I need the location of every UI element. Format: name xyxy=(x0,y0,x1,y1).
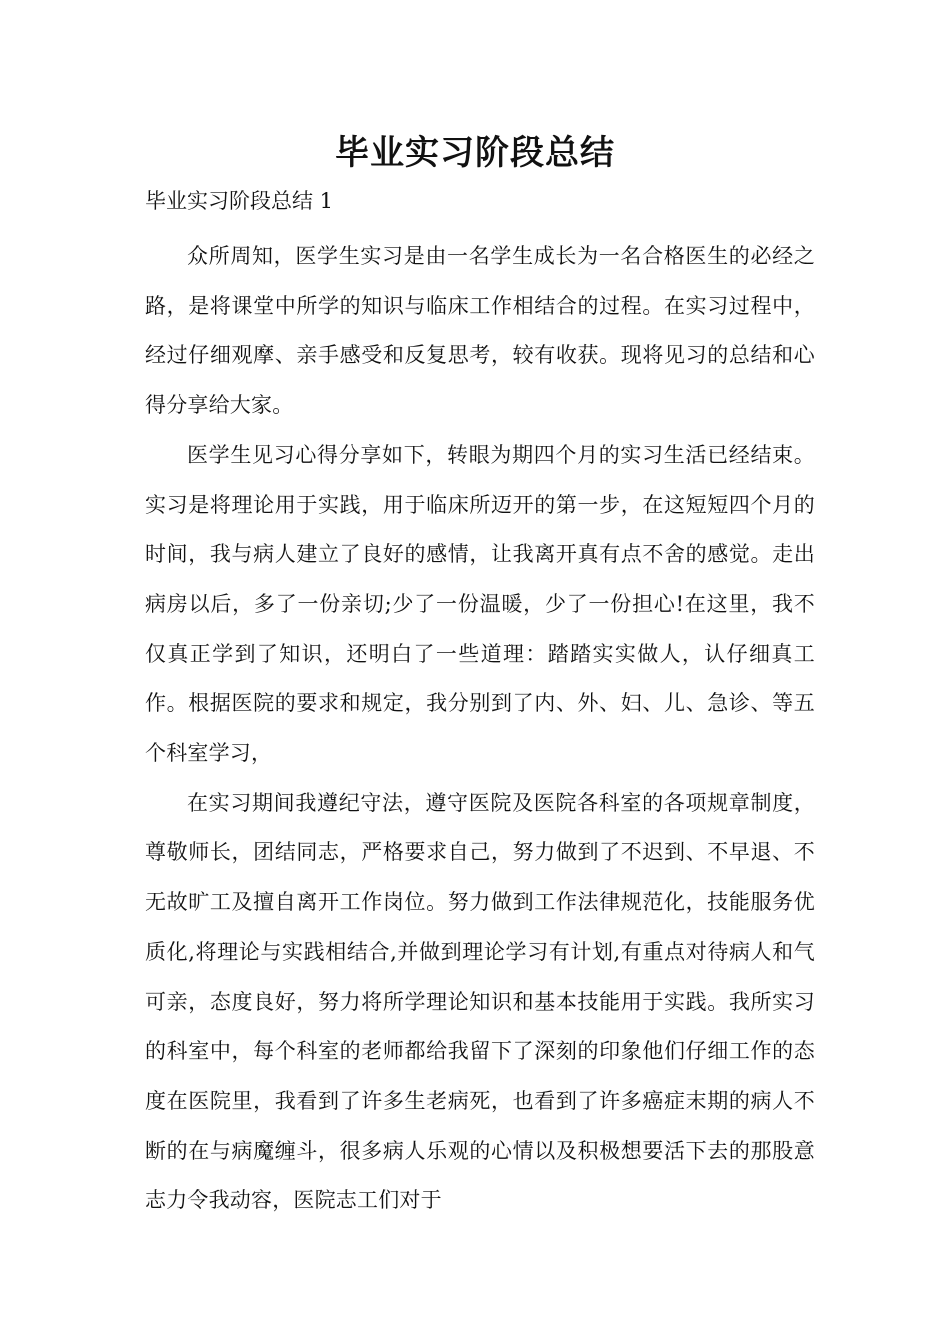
paragraph-discipline: 在实习期间我遵纪守法，遵守医院及医院各科室的各项规章制度，尊敬师长，团结同志，严格要求自己，努力做到了不迟到、不早退、不无故旷工及擅自离开工作岗位。努力做到工作法律规范化，技能服务优质化,将理论与实践相结合,并做到理论学习有计划,有重点对待病人和气可亲，态度良好，努力将所学理论知识和基本技能用于实践。我所实习的科室中，每个科室的老师都给我留下了深刻的印象他们仔细工作的态度在医院里，我看到了许多生老病死，也看到了许多癌症末期的病人不断的在与病魔缠斗，很多病人乐观的心情以及积极想要活下去的那股意志力令我动容，医院志工们对于 xyxy=(145,790,815,1213)
section-heading: 毕业实习阶段总结 1 xyxy=(145,189,334,213)
paragraph-intro: 众所周知，医学生实习是由一名学生成长为一名合格医生的必经之路，是将课堂中所学的知识与临床工作相结合的过程。在实习过程中，经过仔细观摩、亲手感受和反复思考，较有收获。现将见习的总结和心得分享给大家。 xyxy=(145,244,815,418)
paragraph-experience: 医学生见习心得分享如下，转眼为期四个月的实习生活已经结束。实习是将理论用于实践，用于临床所迈开的第一步，在这短短四个月的时间，我与病人建立了良好的感情，让我离开真有点不舍的感觉。走出病房以后，多了一份亲切;少了一份温暖，少了一份担心!在这里，我不仅真正学到了知识，还明白了一些道理：踏踏实实做人，认仔细真工作。根据医院的要求和规定，我分别到了内、外、妇、儿、急诊、等五个科室学习， xyxy=(145,442,815,766)
body-text xyxy=(145,232,815,1226)
page-title: 毕业实习阶段总结 xyxy=(335,133,615,173)
